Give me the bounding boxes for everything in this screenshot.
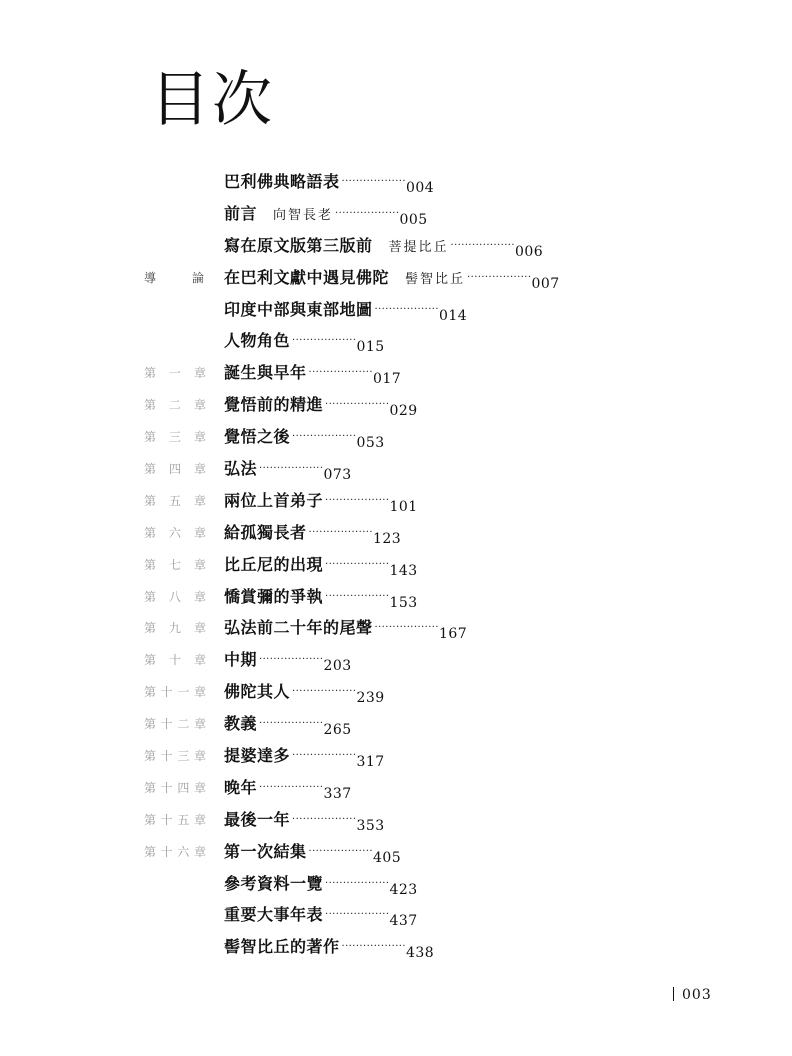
entry-title: 中期 xyxy=(224,650,258,670)
chapter-label-char: 第 xyxy=(144,462,157,477)
toc-entry[interactable] xyxy=(0,806,792,838)
toc-entry-line xyxy=(224,933,434,967)
entry-page-number: 167 xyxy=(438,626,468,643)
entry-page-number: 007 xyxy=(531,275,560,292)
chapter-label xyxy=(144,618,206,638)
entry-page-number: 005 xyxy=(399,211,428,228)
chapter-label-char: 五 xyxy=(177,812,190,827)
entry-title: 最後一年 xyxy=(224,809,291,829)
entry-title: 憍賞彌的爭執 xyxy=(224,586,324,606)
toc-entry[interactable] xyxy=(0,359,792,391)
toc-entry[interactable] xyxy=(0,487,792,519)
toc-entry-line xyxy=(224,232,543,266)
chapter-label xyxy=(144,427,206,447)
chapter-label-char: 章 xyxy=(193,366,206,381)
entry-page-number: 405 xyxy=(372,849,402,866)
entry-page-number: 004 xyxy=(405,180,435,196)
chapter-label-char: 章 xyxy=(193,844,206,859)
chapter-label-char: 三 xyxy=(168,430,181,445)
toc-entry-line xyxy=(224,487,418,521)
toc-entry[interactable] xyxy=(0,870,792,902)
toc-entry[interactable] xyxy=(0,933,792,965)
entry-title: 佛陀其人 xyxy=(224,682,291,702)
entry-page-number: 337 xyxy=(323,785,352,802)
dot-leader: ·················· xyxy=(292,750,357,762)
chapter-label-char: 四 xyxy=(177,780,190,795)
chapter-label-char: 章 xyxy=(193,398,206,413)
dot-leader: ·················· xyxy=(308,367,373,379)
entry-page-number: 014 xyxy=(438,307,468,324)
chapter-label-char: 第 xyxy=(144,398,157,413)
dot-leader: ·················· xyxy=(292,335,357,347)
toc-entry-line xyxy=(224,296,467,330)
toc-entry-line xyxy=(224,519,401,553)
toc-entry-line xyxy=(224,264,560,298)
dot-leader: ·················· xyxy=(341,941,406,953)
toc-entry[interactable] xyxy=(0,901,792,933)
chapter-label-char: 章 xyxy=(193,557,206,572)
dot-leader: ·················· xyxy=(292,431,357,443)
dot-leader: ·················· xyxy=(325,494,390,506)
chapter-label xyxy=(144,555,206,575)
toc-entry[interactable] xyxy=(0,200,792,232)
chapter-label xyxy=(144,523,206,543)
toc-entry[interactable] xyxy=(0,168,792,200)
folio-divider xyxy=(673,987,674,1001)
entry-title: 覺悟前的精進 xyxy=(224,395,324,415)
toc-entry-line xyxy=(224,614,467,648)
entry-page-number: 153 xyxy=(389,594,418,611)
dot-leader: ·················· xyxy=(341,176,406,187)
chapter-label xyxy=(144,746,206,766)
entry-title: 參考資料一覽 xyxy=(224,873,324,893)
chapter-label-char: 章 xyxy=(193,430,206,445)
entry-title: 前言 xyxy=(224,203,258,223)
toc-entry-line xyxy=(224,901,418,935)
chapter-label-char: 第 xyxy=(144,812,157,827)
toc-entry[interactable] xyxy=(0,264,792,296)
chapter-label-char: 十 xyxy=(160,844,173,859)
toc-entry-line xyxy=(224,455,352,489)
toc-entry-line xyxy=(224,168,434,202)
chapter-label-char: 第 xyxy=(144,589,157,604)
chapter-label-char: 第 xyxy=(144,749,157,764)
page-number xyxy=(673,985,712,1005)
page-title: 目次 xyxy=(150,65,274,135)
chapter-label-char: 一 xyxy=(177,685,190,700)
table-of-contents xyxy=(0,168,792,965)
toc-entry[interactable] xyxy=(0,519,792,551)
toc-entry[interactable] xyxy=(0,678,792,710)
toc-entry-line xyxy=(224,806,385,840)
page-number-text: 003 xyxy=(682,987,712,1003)
chapter-label-char: 九 xyxy=(168,621,181,636)
entry-title: 誕生與早年 xyxy=(224,363,307,383)
chapter-label-char: 六 xyxy=(168,525,181,540)
chapter-label-char: 章 xyxy=(193,525,206,540)
entry-author: 菩提比丘 xyxy=(388,239,449,255)
dot-leader: ·················· xyxy=(325,877,390,889)
chapter-label-char: 第 xyxy=(144,844,157,859)
entry-title: 在巴利文獻中遇見佛陀 xyxy=(224,267,390,287)
entry-page-number: 123 xyxy=(372,530,402,547)
toc-entry-line xyxy=(224,327,385,361)
chapter-label-char: 第 xyxy=(144,685,157,700)
entry-title: 晚年 xyxy=(224,777,258,797)
toc-entry-line xyxy=(224,583,418,617)
chapter-label-char: 十 xyxy=(160,717,173,732)
entry-title: 巴利佛典略語表 xyxy=(224,172,340,191)
chapter-label-char: 章 xyxy=(193,589,206,604)
toc-entry-line xyxy=(224,551,418,585)
dot-leader: ·················· xyxy=(259,654,324,666)
toc-entry[interactable] xyxy=(0,327,792,359)
dot-leader: ·················· xyxy=(325,909,390,921)
entry-page-number: 053 xyxy=(356,435,385,452)
entry-page-number: 437 xyxy=(389,913,418,930)
chapter-label-char: 章 xyxy=(193,812,206,827)
dot-leader: ·················· xyxy=(259,718,324,730)
dot-leader: ·················· xyxy=(292,813,357,825)
chapter-label xyxy=(144,268,204,288)
dot-leader: ·················· xyxy=(335,207,400,219)
chapter-label-char: 章 xyxy=(193,493,206,508)
toc-entry[interactable] xyxy=(0,551,792,583)
chapter-label xyxy=(144,363,206,383)
toc-entry[interactable] xyxy=(0,614,792,646)
dot-leader: ·················· xyxy=(325,558,390,570)
toc-entry[interactable] xyxy=(0,774,792,806)
entry-page-number: 015 xyxy=(356,339,385,356)
dot-leader: ·················· xyxy=(308,526,373,538)
chapter-label-char: 二 xyxy=(168,398,181,413)
entry-title: 第一次結集 xyxy=(224,841,307,861)
entry-title: 比丘尼的出現 xyxy=(224,554,324,574)
chapter-label-char: 第 xyxy=(144,780,157,795)
toc-entry[interactable] xyxy=(0,710,792,742)
entry-title: 覺悟之後 xyxy=(224,427,291,447)
chapter-label-char: 第 xyxy=(144,430,157,445)
entry-page-number: 006 xyxy=(514,243,544,260)
dot-leader: ·················· xyxy=(308,845,373,857)
toc-entry[interactable] xyxy=(0,391,792,423)
entry-title: 寫在原文版第三版前 xyxy=(224,235,373,255)
chapter-label xyxy=(144,714,206,734)
chapter-label-char: 第 xyxy=(144,366,157,381)
toc-entry-line xyxy=(224,423,385,457)
entry-page-number: 073 xyxy=(323,467,352,484)
chapter-label-char: 章 xyxy=(193,653,206,668)
chapter-label xyxy=(144,810,206,830)
chapter-label-char: 十 xyxy=(160,812,173,827)
toc-entry-line xyxy=(224,646,352,680)
dot-leader: ·················· xyxy=(259,781,324,793)
entry-title: 髻智比丘的著作 xyxy=(224,937,340,957)
entry-page-number: 438 xyxy=(405,945,435,962)
entry-title: 人物角色 xyxy=(224,331,291,351)
chapter-label-char: 十 xyxy=(168,653,181,668)
entry-page-number: 239 xyxy=(356,690,385,707)
toc-entry-line xyxy=(224,200,428,234)
entry-title: 重要大事年表 xyxy=(224,905,324,925)
dot-leader: ·················· xyxy=(259,463,324,475)
dot-leader: ·················· xyxy=(374,303,439,315)
chapter-label-char: 十 xyxy=(160,749,173,764)
chapter-label-char: 章 xyxy=(193,717,206,732)
chapter-label-char: 第 xyxy=(144,717,157,732)
entry-page-number: 265 xyxy=(323,722,352,739)
chapter-label-char: 十 xyxy=(160,780,173,795)
chapter-label xyxy=(144,842,206,862)
chapter-label-char: 三 xyxy=(177,749,190,764)
chapter-label-char: 八 xyxy=(168,589,181,604)
entry-title: 教義 xyxy=(224,714,258,734)
chapter-label-char: 第 xyxy=(144,621,157,636)
dot-leader: ·················· xyxy=(325,399,390,411)
toc-entry[interactable] xyxy=(0,232,792,264)
chapter-label-char: 四 xyxy=(168,462,181,477)
entry-title: 給孤獨長者 xyxy=(224,522,307,542)
toc-entry-line xyxy=(224,678,385,712)
chapter-label-char: 五 xyxy=(168,493,181,508)
toc-entry-line xyxy=(224,391,418,425)
chapter-label-char: 第 xyxy=(144,493,157,508)
dot-leader: ·················· xyxy=(325,590,390,602)
toc-entry[interactable] xyxy=(0,838,792,870)
toc-entry-line xyxy=(224,742,385,776)
dot-leader: ·················· xyxy=(450,239,515,251)
dot-leader: ·················· xyxy=(292,686,357,698)
toc-entry-line xyxy=(224,359,401,393)
entry-title: 印度中部與東部地圖 xyxy=(224,299,373,319)
chapter-label-char: 論 xyxy=(191,270,204,285)
chapter-label xyxy=(144,682,206,702)
entry-page-number: 423 xyxy=(389,881,418,898)
entry-page-number: 143 xyxy=(389,562,418,579)
toc-entry-line xyxy=(224,838,401,872)
toc-entry[interactable] xyxy=(0,423,792,455)
entry-title: 兩位上首弟子 xyxy=(224,490,324,510)
chapter-label xyxy=(144,778,206,798)
chapter-label xyxy=(144,395,206,415)
entry-page-number: 203 xyxy=(323,658,352,675)
chapter-label-char: 章 xyxy=(193,780,206,795)
toc-entry-line xyxy=(224,710,352,744)
chapter-label-char: 導 xyxy=(144,270,157,285)
entry-page-number: 029 xyxy=(389,403,418,420)
chapter-label-char: 十 xyxy=(160,685,173,700)
entry-title: 弘法 xyxy=(224,459,258,479)
chapter-label-char: 六 xyxy=(177,844,190,859)
toc-entry[interactable] xyxy=(0,646,792,678)
entry-page-number: 101 xyxy=(389,498,418,515)
chapter-label xyxy=(144,587,206,607)
chapter-label-char: 一 xyxy=(168,366,181,381)
chapter-label-char: 七 xyxy=(168,557,181,572)
chapter-label-char: 章 xyxy=(193,462,206,477)
entry-title: 弘法前二十年的尾聲 xyxy=(224,618,373,638)
toc-entry-line xyxy=(224,774,352,808)
toc-entry[interactable] xyxy=(0,455,792,487)
chapter-label-char: 第 xyxy=(144,653,157,668)
toc-entry-line xyxy=(224,870,418,904)
entry-page-number: 017 xyxy=(372,371,402,388)
toc-entry[interactable] xyxy=(0,583,792,615)
chapter-label-char: 章 xyxy=(193,685,206,700)
chapter-label xyxy=(144,459,206,479)
chapter-label-char: 章 xyxy=(193,749,206,764)
entry-author: 髻智比丘 xyxy=(405,271,466,287)
chapter-label-char: 第 xyxy=(144,525,157,540)
dot-leader: ·················· xyxy=(467,271,532,283)
entry-author: 向智長老 xyxy=(273,207,334,223)
entry-title: 提婆達多 xyxy=(224,746,291,766)
entry-page-number: 353 xyxy=(356,817,385,834)
chapter-label xyxy=(144,491,206,511)
dot-leader: ·················· xyxy=(374,622,439,634)
toc-entry[interactable] xyxy=(0,296,792,328)
entry-page-number: 317 xyxy=(356,754,385,771)
chapter-label xyxy=(144,650,206,670)
chapter-label-char: 章 xyxy=(193,621,206,636)
chapter-label-char: 第 xyxy=(144,557,157,572)
chapter-label-char: 二 xyxy=(177,717,190,732)
toc-entry[interactable] xyxy=(0,742,792,774)
